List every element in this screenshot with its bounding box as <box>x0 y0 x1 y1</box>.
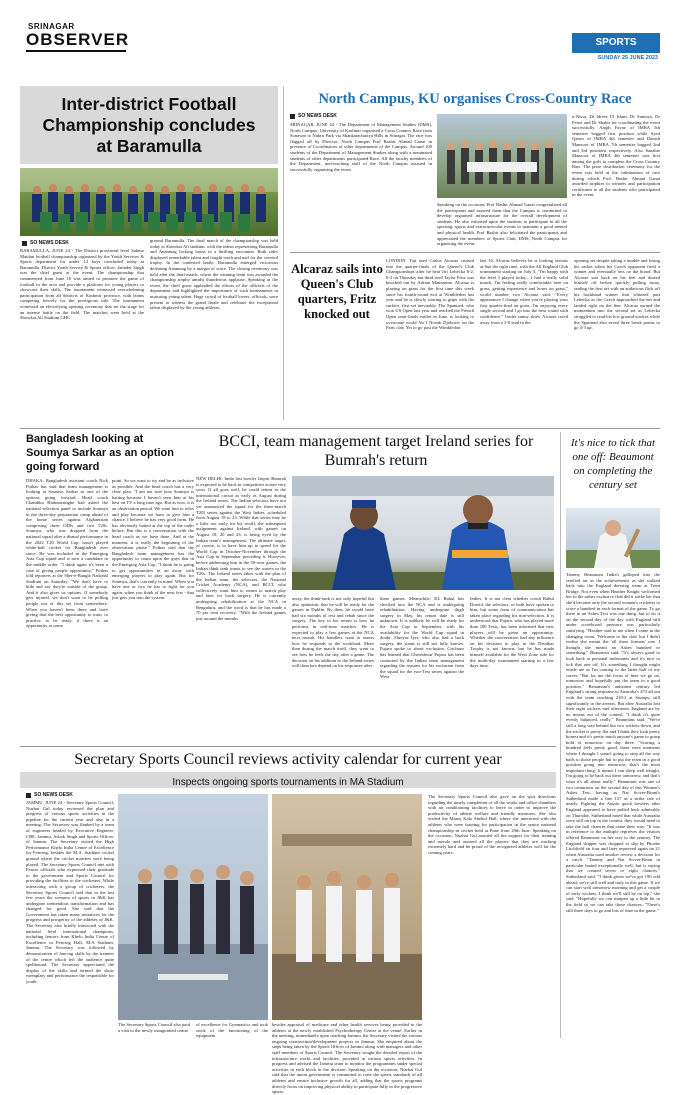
story-bcci-col-1: NEW DELHI: India fast bowler Jasprit Bumrah is expected to be back in competitive action very soon. If all goes well, he could return to the international circuit as early as August during the Ireland series. The Indian selectors have not yet announced the squad for the three-match T20I series against the West Indies, scheduled from August 18 to 23. While that series may be a little too early for his recall, the subsequent assignment against Ireland, with games on August 18, 20 and 23, is being eyed by the Indian team's management. The ultimate target, of course, is to have him up to speed for the World Cup in October-November through the Asia Cup in September preceding it. However, before addressing him in the 50-over games, the Indian think tank wants to see the waters in the T20s. The Ireland series takes with the plan of the Indian team, the selectors, the National Cricket Academy (NCA), and BCCI, who collectively want him to return to match play and later for back surgery. He is currently undergoing rehabilitation at the NCA in Bengaluru, and the word is that he has made a 70 per cent recovery. "With the Ireland games just around the months <box>196 476 286 621</box>
section-divider <box>20 428 660 429</box>
byline-text: SO NEWS DESK <box>34 792 73 798</box>
story-council-col-2: The Secretary Sports Council also paid a visit to the newly inaugurated centre <box>118 1022 190 1033</box>
byline-text: SO NEWS DESK <box>30 240 69 246</box>
story-beaumont-quote: It's nice to tick that one off: Beaumont on completing the century set <box>570 437 656 491</box>
story-alcaraz-col-2: last 16, Alcaraz believes he is looking serious at Sue the right time, with the All England Club tournament starting on July 3. "I'm happy with the level I played today... I had a really solid match. I'm feeling really comfortable here on grass, getting experience and hours on grass," world number two Alcaraz said. "Every appearance I change when you're playing your first quarter-final on grass. I'm enjoying every single second and I go into the next round with confidence." Under sunny skies, Alcaraz raced away from a 3-0 lead in the <box>480 258 568 325</box>
story-campus-byline <box>290 113 337 119</box>
masthead <box>20 18 660 64</box>
story-bcci-headline: BCCI, team management target Ireland series for Bumrah's return <box>218 433 534 469</box>
cross-country-figures <box>437 114 567 198</box>
story-council-byline <box>26 792 73 798</box>
cross-country-photo <box>437 114 567 198</box>
byline-square-icon <box>290 114 295 119</box>
story-campus-col-3: u-Nissa, Dr Idrees Ul Islam, Dr Sumaya, Dr Feroz and Dr Shabir for coordinating the event successfully. Aaqib Fayaz of IMBA 5th semester bagged first position while Syed Qaiser of IMBA 4th semester and Danish Manzoor of IMBA 7th semester bagged 2nd and 3rd positions respectively. Also Sanabie Manzoor of IMBA 4th semester was first among the girls to complete the Cross Country Run. The prize distribution ceremony for the event was held at the culmination of race during which Prof. Bashir Ahmad Ganai awarded trophies to winners and participation certificates to all the students who participated in the event. <box>572 114 660 198</box>
story-council-col-1: JAMMU, JUNE 24 - Secretary Sports Council, Nuzhat Gul today reviewed the plan and progress of various sports activities in the pipeline for the current year and also in a meeting. The Secretary was flanked by a team of engineers headed by Executive Engineer, CBE, Jammu, Ashok Singh and Sports Officer, of Jammu. The Secretary visited the High Performance Khelo India Centre of Excellence for Fencing, besides the M.A. Stadium cricket ground where the cricket matches were being played. The Secretary Sports Council met with Fencer officials who expressed their gratitude to the government and Sports Council for providing the facilities to the cricketers. While interacting with a group of cricketers, the Secretary Sports Council said that in the last few years the scenario of sports in J&K has undergone tremendous transformation and has changed for good. She said that the Government has taken many initiatives for the progress and prosperity of the athletes of J&K. The Secretary also briefly interacted with the national level international champions, including fencers from Khelo India Centre of Excellence in Fencing Hall, M.A Stadium, Jammu. The Secretary was followed by demonstration of fencing skills by the trainees of the centre which left the audience quite spellbound. The Secretary appreciated the display of the skills and termed the show exemplary and performance the responsible for youth. <box>26 800 114 984</box>
council-photo-right-figures <box>272 794 422 1020</box>
bumrah-photo <box>292 476 554 590</box>
story-football-col-1: BARAMULLA, JUNE 24 - The District provincial level Sahmo Maidan football championship organized by the Youth Services & Sports department for under 14 boys concluded today at Baramulla. District Youth Service & Sports officer, Jatinder Singh was the chief guest at the event. The championship that commenced from June 16 was aimed to promote the game of football in the area and provide a platform for young players to showcase their skills. The tournament witnessed overwhelming participation from all districts of Kashmir province, with teams competing fiercely for the prestigious title. The tournament witnessed an electrifying opening ceremony that set the stage for an intense battle on the field. The matches were held at the Showkat Ali Stadium GHC <box>20 248 144 321</box>
football-team-photo <box>20 168 278 236</box>
story-campus-col-2: Speaking on the occasion, Prof Bashir Ahmad Ganai congratulated all the participants and assured them that the Campus is committed to develop organised infrastructure for the overall development of students. He also exhorted upon the students to participate in all the sporting, sports and extracurricular events to maintain a good mental and physical health. Prof Bashir also felicitated the participants and appreciated the members of Sports Club, DMS, North Campus for organising the event. <box>437 202 567 247</box>
story-council-col-4: besides appraisal of medicare and other health services being provided to the athletes at the newly established Psychotherapy Centre at the venue. Earlier in the meeting, immediately upon reaching Jammu, the Secretary visited the various ongoing construction/development projects in Jammu. She enquired about the steps being taken by the Sports Officer of Jammu along with managers and other staff members of Sports Council. The Secretary sought the detailed report of the infrastructure works and facilities, provided in various sports activities. In progress and advised the Jammu team to monitor the programmes under special activities in each block in the division. Speaking on the occasion, Nuzhat Gul said that the union government is committed to raise the sports standards of all athletes and ensure inclusive growth for all, adding that the sports programs directly focus on improving physical ability to participate fully in the progressive sports. <box>272 1022 422 1095</box>
beaumont-photo <box>566 508 660 568</box>
byline-square-icon <box>22 241 27 246</box>
bumrah-figures <box>292 476 554 590</box>
masthead-date: SUNDAY 25 JUNE 2023 <box>597 55 658 61</box>
story-council-col-5: The Secretary Sports Council also gave on the spot directions regarding the timely completion of all the works and office chambers with air conditioning facilities to leave in order to improve the productivity of athlete welfare and friendly measures. She also visited the Manoj Kalo Shehid Hall, where she interacted with the athletes who were training for participation in the senior national championship in cricket held at Pune from 29th June. Speaking on the occasion, Nuzhat Gul assured all the support for their training and morale and assured all the players that they are working extremely hard and be proud of the recognized athletes well for the coming years. <box>428 794 556 855</box>
section-tab <box>572 33 660 53</box>
story-bcci-col-4: Indies. It is not clear whether coach Rahul Dravid, the selectors, or both have spoken to him, but some form of communication has taken place regarding his non-selection. It is understood that Pujara, who has played more than 100 Tests, has been informed that new players will be given an opportunity. Whether the conversation had any influence on his decision to play in the Deodhar Trophy is not known, but he has made himself available for the West Zone side for the multi-day tournament starting in a few days time. <box>470 596 554 669</box>
beaumont-figure <box>566 508 660 568</box>
byline-text: SO NEWS DESK <box>298 113 337 119</box>
story-bcci-col-2: away, the think-tank is not only hopeful but also optimistic that he will be ready for the games in Dublin. By then, he would have had six months of rest and rehab since the surgery. The key to his return is how he performs in real-time matches. He is expected to play a few games at the NCA next month. His handlers want to assess how he responds to the workload. More than during the match itself, they want to see how he feels the day after a game. The decision on his addition to the Ireland series will therefore depend on his responses after <box>292 596 374 669</box>
column-divider <box>283 86 284 420</box>
story-council-col-3: of excellence for Gymnastics and took stock of the functioning of the equipment <box>196 1022 268 1039</box>
story-campus-col-1: SRINAGAR, JUNE 24 - The Department of Management Studies (DMS), North Campus, University of Kashmir organised a Cross Country Race from Sonawar to Nukru Park via Shankarachariya Hills in Srinagar. The race was flagged off by Director, North Campus Prof Bashir Ahmad Ganai in presence of Coordinators of other departments of the Campus. Around 100 students of the Department of Management Studies along with a nominated students of other departments participated Race. All the faculty members of the Department, non-teaching staff of the North Campus assisted in successfully organising the event. <box>290 122 432 172</box>
story-council-subhead-bar <box>20 772 556 788</box>
story-beaumont-col-1: Tammy Beaumont India's galloped into the rarefied air as the achievements as she walked back into the England dressing room at Trent Bridge. Not even when Heather Knight welcomed her to the rather exclusive club did it strike her that she'd become only the second women's cricketer to score a hundred in each format of the game. To go there in an Ashes Test was one thing, but to do it on the second day of the day with England still under scoreboard pressure was particularly satisfying. "Heather said to me when I came in the changing room, 'Welcome to the club' but I didn't realise she meant the 'all three formats' one. I thought she meant an Ashes hundred or something," Beaumont said. "It's always good to look back at personal milestones and it's nice to tick that one off. It's something I thought might evade me as I'm coming to the latter half of my career. "But for me the focus of here we go on, tomorrow and hopefully put the team in a good position." Beaumont's unbeaten century led England's strong response to Australia's 473 all out with the team reaching 218-2 at Stumps, still significantly in the arrears. But after Australia lost their eight wickets mid afternoon, England are by no means out of the contest. "I think it's quite evenly balanced, really," Beaumont said. "We're still a long way behind but two wickets down, and the wicket is pretty flat and I think they look pretty honest and it's pretty much anyone's game to grasp hold of tomorrow on day three. "Scoring a hundred feels pretty good, there were moments where I thought I wasn't going to stop all the way balls to those people but to put the team in a good position going into tomorrow, that's the most important thing. It means I can sleep well tonight, I'm going to be back out there tomorrow, and that's what it's all about really." Beaumont was one of two centurions on the second day of this Women's Ashes Test, having as Nat Sciver-Brunt's Sutherland made a fine 137 as a strike rate of nearly. Fighting the Aussie quick bowlers after England appeared to have pulled back admirably on Thursday. Sutherland noted that while Australia were still on top in the contest, they would need to take the half chances that came their way. "It was in reference to the multiple reprieves the visitors offered Beaumont on her way to the century. The England skipper was dropped at slip by Phoebe Litchfield on four and later reprieved again on 21 when Australia used another review a decision for a catch. "Tammy and Nat Sciver-Brunt in particular batted exceptionally well, but is saying that we created seven or eight chances," Sutherland said. "I think given we've got 190 odd ahead, we're still well and truly in this game. If we can start well tomorrow morning and get a couple of early wickets, I think we'll still be on top," she said. "Hopefully we can sharpen up a little bit in the field so we can take those chances. "There's still three days to go and lots of time in the game." <box>566 572 660 913</box>
story-bcci-col-3: these games. Meanwhile, KL Rahul has checked into the NCA and is undergoing rehabilitation. Having undergone thigh surgery in May, his return date is still unknown. It is unlikely he will be ready for the Asia Cup in September, with his availability for the World Cup squad in doubt. Shreyas Iyer, who also had a back surgery, the status is still not fully known. Pujara spoke to about exclusion. Cricbuzz has learned that Cheteshwar Pujara has been contacted by the Indian team management regarding the reasons for his exclusion from the squad for the two-Test series against the West <box>380 596 464 680</box>
section-label: SPORTS <box>595 37 637 48</box>
column-divider <box>560 432 561 1038</box>
story-alcaraz-col-3: opening set despite taking a tumble and losing his racket when his Czech opponent fired a winner and eventually sets on the board. But Alcaraz was back on his feet and dusted himself off before quickly pulling away, sealing the first set with an audacious flick off his backhand winner that whizzed past Lehecka as the Czech approached the net and landed right on the line. Alcaraz earned the momentum into the second set as Lehecka struggled to read his low ground-strokes while the Spaniard also saved three break points to go 4-3 up. <box>574 258 660 331</box>
council-photo-right <box>272 794 422 1020</box>
masthead-city: SRINAGAR <box>28 22 75 31</box>
council-photo-left <box>118 794 268 1020</box>
story-bangladesh-col-1: DHAKA: Bangladesh assistant coach Nick Pothas has said that team management is looking at Soumya Sarkar as one of the options going forward. Head coach Chandika Hathurusinghe had asked the national selection panel to include Soumya in the three-day preparation camp ahead of the home series against Afghanistan comprising three ODIs and two T20s. Soumya, who was dropped from the national squad after a dismal performance in the 2022 T20 World Cup, hasn't played white-ball cricket for Bangladesh ever since. He was included in the Emerging Asia Cup squad and is now a candidate in the middle order. "I think again it's been a case of giving people opportunity," Pothas told reporters at the Sher-e-Bangla National Stadium on Saturday. "We don't have to hide and say they're outside of the group. And it also gives us options. If somebody gets injured, we don't want to be pulling people out of this set from somewhere. When you haven't been there and have giving that the best opportunity to train, to practice, to be ready, if there is an opportunity at some <box>26 478 108 629</box>
story-football-byline <box>22 240 69 246</box>
masthead-underline <box>26 50 126 52</box>
story-bangladesh-headline: Bangladesh looking at Soumya Sarkar as an option going forward <box>26 433 174 473</box>
story-campus-headline: North Campus, KU organises Cross-Country Race <box>318 91 632 107</box>
story-football-headline: Inter-district Football Championship concludes at Baramulla <box>42 94 256 156</box>
section-divider <box>20 746 556 747</box>
council-photo-left-figures <box>118 794 268 1020</box>
story-alcaraz-headline: Alcaraz sails into Queen's Club quarters, Fritz knocked out <box>291 262 383 321</box>
football-team-figures <box>20 168 278 236</box>
story-football-banner <box>20 86 278 164</box>
masthead-name: OBSERVER <box>26 30 130 49</box>
story-football-col-2: ground Baramulla. The final match of the championship was held today at Showkat Ali stadium, with the teams representing Baramulla and Anantnag locking horns in a thrilling encounter. Both sides displayed remarkable talent and fought tooth and nail for the coveted trophy. In the contested battle, Baramulla emerged victorious defeating Anantnag by a margin of score. The closing ceremony was held after the final match, where the winning team was awarded the championship trophy amidst thunderous applause. Speaking at the event, the chief guest applauded the efforts of the officials of the department and highlighted the importance of such tournaments in nurturing young talent. Huge crowd of football lovers, officials, were present to witness the grand finale and celebrate the exceptional talent displayed by the young athletes. <box>150 238 278 311</box>
story-council-subhead: Inspects ongoing sports tournaments in MA Stadium <box>172 777 404 788</box>
story-alcaraz-col-1: LONDON: Top seed Carlos Alcaraz cruised into the quarter-finals of the Queen's Club Championships after he beat Jiri Lehecka 6-2, 6-3 on Thursday but third seed Taylor Fritz was knocked out by Adrian Mannarino. Alcaraz is playing on grass for the first time this week since his fourth-round exit at Wimbledon last year and he is slowly starting to grips with the surface, first-set inevitably. The Spaniard, who won US Open last year and reached the French Open semi-finals earlier in June, is looking to overcome world No.1 Novak Djokovic on the Paris clay. Yet to go past the Wimbledon <box>386 258 474 331</box>
section-divider <box>290 252 660 253</box>
byline-square-icon <box>26 793 31 798</box>
story-council-headline: Secretary Sports Council reviews activity calendar for current year <box>74 751 502 768</box>
story-bangladesh-col-2: point. So we want to try and be as inclusive as possible. And the head coach has a very clear plan. "I am not sure how Soumya is batting because I haven't seen him at his best on TV a long time ago. But as now, it is an observation period. We want him to relax and play because we have to give him a chance. I believe he has very good form. He has obviously batted at the top of the order before. But this is a conversation with the head coach as we have done. And at the moment, it is really the beginning of the observation phase." Pothas said that the Bangladesh team management has the opportunity to count upon the guys that in the Emerging Asia Cup. "I think he is going to get opportunities in an away with emerging players to play again. But for Soumya, that's currently in mind. When you have one or two he has to fight for you again, when you think of the next few - that just gets you into the system. <box>112 478 194 601</box>
